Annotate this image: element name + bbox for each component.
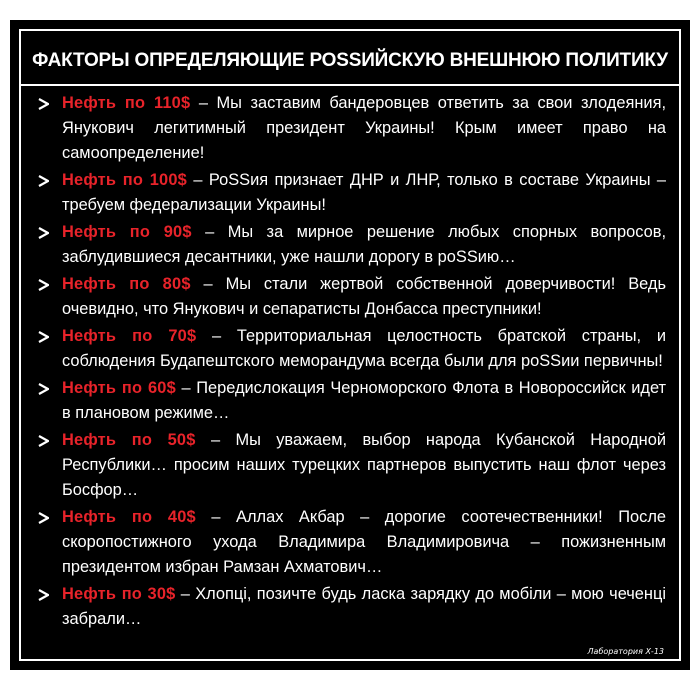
- separator: –: [198, 94, 217, 112]
- separator: –: [212, 327, 237, 345]
- poster-title: ФАКТОРЫ ОПРЕДЕЛЯЮЩИЕ РОSSИЙСКУЮ ВНЕШНЮЮ ПОЛИТИКУ: [32, 50, 668, 71]
- arrow-bullet-icon: [36, 272, 50, 297]
- item-text: Мы за мирное решение любых спорных вопросов, заблудившиеся десантники, уже нашли дорогу в роSSию…: [62, 223, 667, 266]
- oil-price-label: Нефть по 110$: [62, 94, 191, 112]
- oil-price-label: Нефть по 70$: [62, 327, 197, 345]
- list-item: [36, 91, 666, 166]
- item-text: Аллах Акбар – дорогие соотечественники! После скоропостижного ухода Владимира Владимировича – пожизненным президентом избран Рамзан Ахматович…: [62, 508, 666, 576]
- oil-price-label: Нефть по 100$: [62, 171, 187, 189]
- separator: –: [203, 275, 226, 293]
- list-item: [36, 220, 666, 270]
- arrow-bullet-icon: [36, 376, 50, 401]
- arrow-bullet-icon: [36, 168, 50, 193]
- author-signature: Лаборатория Х-13: [587, 647, 664, 656]
- list-item: [36, 324, 666, 374]
- oil-price-label: Нефть по 40$: [62, 508, 196, 526]
- item-text: Территориальная целостность братской страны, и соблюдения Будапештского меморандума всегда были для роSSии первичны!: [62, 327, 666, 370]
- arrow-bullet-icon: [36, 428, 50, 453]
- arrow-bullet-icon: [36, 505, 50, 530]
- list-item: [36, 428, 666, 503]
- separator: –: [210, 431, 236, 449]
- separator: –: [193, 171, 209, 189]
- item-text: РоSSия признает ДНР и ЛНР, только в составе Украины – требуем федерализации Украины!: [62, 171, 666, 214]
- oil-price-label: Нефть по 90$: [62, 223, 192, 241]
- item-text: Мы заставим бандеровцев ответить за свои злодеяния, Янукович легитимный президент Украины! Крым имеет право на самоопределение!: [62, 94, 666, 162]
- poster-frame: [10, 20, 690, 670]
- list-item: [36, 272, 666, 322]
- separator: –: [181, 379, 197, 397]
- item-text: Хлопці, позичте будь ласка зарядку до мобіли – мою чеченці забрали…: [62, 585, 667, 628]
- arrow-bullet-icon: [36, 324, 50, 349]
- list-item: [36, 168, 666, 218]
- arrow-bullet-icon: [36, 582, 50, 607]
- title-divider: [19, 84, 681, 86]
- item-text: Передислокация Черноморского Флота в Новороссийск идет в плановом режиме…: [62, 379, 667, 422]
- arrow-bullet-icon: [36, 220, 50, 245]
- oil-price-label: Нефть по 60$: [62, 379, 176, 397]
- item-text: Мы уважаем, выбор народа Кубанской Народной Республики… просим наших турецких партнеров выпустить наш флот через Босфор…: [62, 431, 667, 499]
- oil-price-label: Нефть по 80$: [62, 275, 191, 293]
- factor-list: [36, 91, 666, 634]
- separator: –: [211, 508, 237, 526]
- list-item: [36, 505, 666, 580]
- separator: –: [205, 223, 228, 241]
- list-item: [36, 582, 666, 632]
- list-item: [36, 376, 666, 426]
- oil-price-label: Нефть по 50$: [62, 431, 196, 449]
- item-text: Мы стали жертвой собственной доверчивости! Ведь очевидно, что Янукович и сепаратисты Донбасса преступники!: [62, 275, 666, 318]
- arrow-bullet-icon: [36, 91, 50, 116]
- oil-price-label: Нефть по 30$: [62, 585, 176, 603]
- separator: –: [180, 585, 196, 603]
